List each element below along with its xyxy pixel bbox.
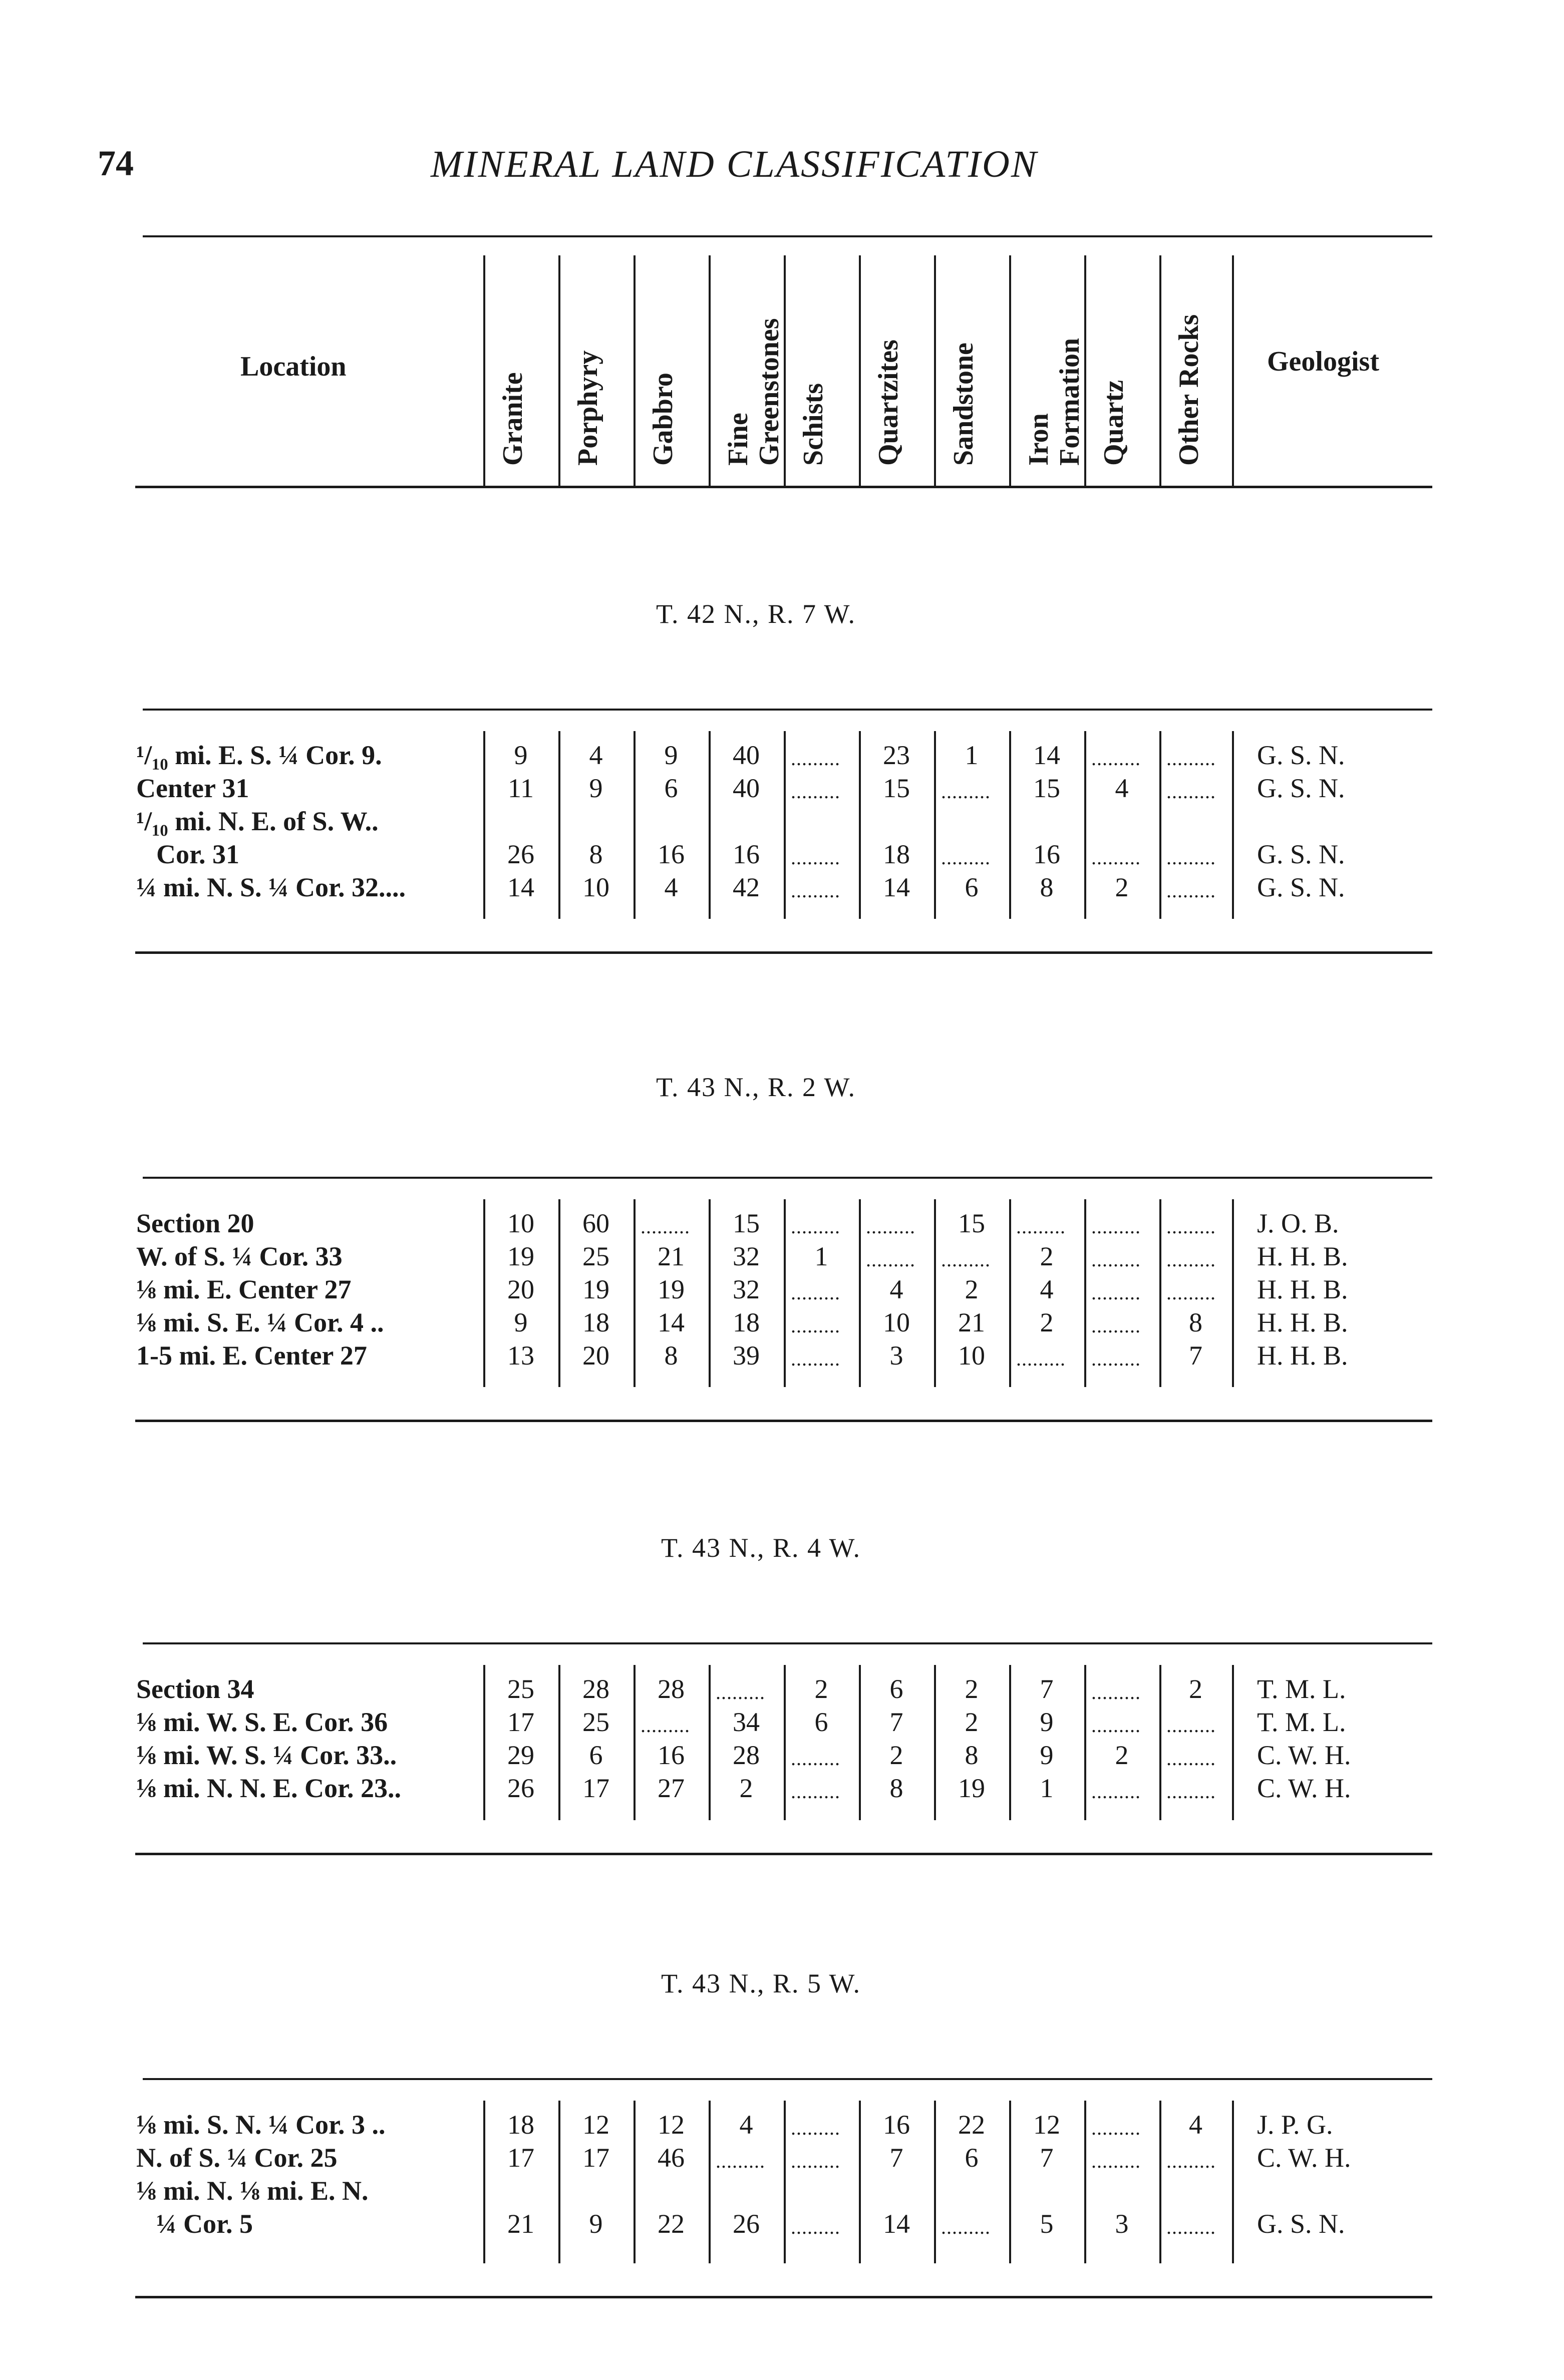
header-label-line: Formation (1054, 337, 1085, 466)
empty-cell-leader: ......... (1166, 1281, 1216, 1304)
header-column-fine-greenstones (723, 250, 785, 466)
value-cell: 15 (1033, 773, 1060, 803)
value-cell: 20 (582, 1340, 609, 1371)
value-cell: 10 (958, 1340, 985, 1371)
header-column-divider (934, 255, 936, 486)
value-cell: 17 (582, 2143, 609, 2173)
header-label-line: Porphyry (572, 350, 603, 466)
table-top-rule (143, 235, 1432, 237)
location-cell: ¼ mi. N. S. ¼ Cor. 32.... (136, 872, 406, 902)
header-label-line: Quartz (1098, 380, 1129, 466)
empty-cell-leader: ......... (1091, 2117, 1141, 2139)
empty-cell-leader: ......... (866, 1215, 915, 1238)
empty-cell-leader: ......... (1091, 846, 1141, 869)
empty-cell-leader: ......... (1091, 1780, 1141, 1803)
value-cell: 19 (582, 1274, 609, 1304)
value-cell: 2 (965, 1707, 979, 1737)
empty-cell-leader: ......... (941, 1248, 991, 1271)
value-cell: 7 (889, 2143, 903, 2173)
running-title: MINERAL LAND CLASSIFICATION (431, 143, 1038, 185)
value-cell: 8 (1040, 872, 1054, 902)
geologist-cell: H. H. B. (1257, 1340, 1348, 1371)
header-column-gabbro (648, 250, 703, 466)
empty-cell-leader: ......... (1016, 1347, 1066, 1370)
value-cell: 10 (582, 872, 609, 902)
column-divider (1232, 2101, 1234, 2263)
header-column-label (873, 339, 904, 466)
column-divider (784, 731, 786, 919)
location-cell: Cor. 31 (156, 839, 240, 869)
header-column-label (1098, 380, 1129, 466)
column-divider (1232, 731, 1234, 919)
page-number: 74 (98, 143, 134, 183)
geologist-cell: J. P. G. (1257, 2110, 1333, 2140)
value-cell: 6 (965, 872, 979, 902)
empty-cell-leader: ......... (1091, 747, 1141, 770)
empty-cell-leader: ......... (716, 1681, 765, 1704)
value-cell: 25 (582, 1241, 609, 1271)
empty-cell-leader: ......... (866, 1248, 915, 1271)
header-column-label (497, 372, 528, 466)
empty-cell-leader: ......... (1016, 1215, 1066, 1238)
empty-cell-leader: ......... (791, 1314, 840, 1337)
geologist-cell: H. H. B. (1257, 1241, 1348, 1271)
value-cell: 19 (958, 1773, 985, 1803)
geologist-cell: T. M. L. (1257, 1707, 1346, 1737)
value-cell: 18 (582, 1307, 609, 1337)
value-cell: 32 (733, 1241, 760, 1271)
column-divider (1159, 731, 1161, 919)
location-cell: ⅛ mi. S. N. ¼ Cor. 3 .. (136, 2110, 386, 2140)
empty-cell-leader: ......... (1091, 1215, 1141, 1238)
empty-cell-leader: ......... (1091, 1248, 1141, 1271)
section-bottom-rule (135, 1853, 1432, 1855)
header-column-label (1173, 314, 1204, 466)
geologist-cell: G. S. N. (1257, 773, 1345, 803)
value-cell: 4 (889, 1274, 903, 1304)
value-cell: 4 (1189, 2110, 1202, 2140)
header-label-line: Sandstone (948, 343, 979, 466)
header-column-divider (558, 255, 560, 486)
header-column-divider (1009, 255, 1011, 486)
location-cell: ⅛ mi. S. E. ¼ Cor. 4 .. (136, 1307, 384, 1337)
geologist-cell: G. S. N. (1257, 872, 1345, 902)
value-cell: 2 (965, 1274, 979, 1304)
value-cell: 28 (658, 1674, 685, 1704)
section-top-rule (143, 1642, 1432, 1644)
section-bottom-rule (135, 951, 1432, 954)
value-cell: 21 (658, 1241, 685, 1271)
column-divider (1232, 1665, 1234, 1820)
section-top-rule (143, 2078, 1432, 2080)
value-cell: 17 (507, 2143, 534, 2173)
location-cell: Section 34 (136, 1674, 254, 1704)
header-geologist: Geologist (1267, 346, 1379, 377)
section-title: T. 42 N., R. 7 W. (656, 599, 856, 629)
empty-cell-leader: ......... (1166, 1714, 1216, 1737)
value-cell: 19 (658, 1274, 685, 1304)
header-column-divider (709, 255, 711, 486)
empty-cell-leader: ......... (1166, 780, 1216, 803)
value-cell: 3 (889, 1340, 903, 1371)
value-cell: 2 (1115, 1740, 1129, 1770)
value-cell: 14 (883, 2209, 910, 2239)
column-divider (784, 1199, 786, 1387)
value-cell: 14 (1033, 740, 1060, 770)
section-top-rule (143, 1177, 1432, 1179)
value-cell: 22 (958, 2110, 985, 2140)
empty-cell-leader: ......... (1166, 1747, 1216, 1770)
empty-cell-leader: ......... (941, 2216, 991, 2238)
value-cell: 17 (507, 1707, 534, 1737)
location-cell: 1-5 mi. E. Center 27 (136, 1340, 367, 1371)
location-cell: ¼ Cor. 5 (156, 2209, 253, 2239)
header-location: Location (240, 351, 347, 382)
value-cell: 8 (965, 1740, 979, 1770)
empty-cell-leader: ......... (1166, 2150, 1216, 2172)
value-cell: 9 (514, 740, 528, 770)
value-cell: 17 (582, 1773, 609, 1803)
value-cell: 16 (1033, 839, 1060, 869)
value-cell: 8 (1189, 1307, 1202, 1337)
value-cell: 2 (965, 1674, 979, 1704)
value-cell: 60 (582, 1208, 609, 1238)
empty-cell-leader: ......... (791, 1747, 840, 1770)
empty-cell-leader: ......... (1166, 1215, 1216, 1238)
empty-cell-leader: ......... (1091, 1714, 1141, 1737)
header-column-granite (497, 250, 552, 466)
empty-cell-leader: ......... (791, 2117, 840, 2139)
header-column-sandstone (948, 250, 1003, 466)
empty-cell-leader: ......... (791, 1780, 840, 1803)
value-cell: 6 (589, 1740, 603, 1770)
value-cell: 28 (582, 1674, 609, 1704)
header-column-schists (798, 250, 853, 466)
value-cell: 6 (664, 773, 678, 803)
value-cell: 1 (965, 740, 979, 770)
empty-cell-leader: ......... (641, 1714, 690, 1737)
header-column-iron-formation (1023, 250, 1085, 466)
value-cell: 12 (582, 2110, 609, 2140)
value-cell: 26 (507, 1773, 534, 1803)
geologist-cell: C. W. H. (1257, 1740, 1351, 1770)
value-cell: 16 (733, 839, 760, 869)
value-cell: 20 (507, 1274, 534, 1304)
empty-cell-leader: ......... (1166, 1248, 1216, 1271)
header-label-line: Greenstones (754, 318, 785, 466)
empty-cell-leader: ......... (791, 879, 840, 902)
location-cell: N. of S. ¼ Cor. 25 (136, 2143, 338, 2173)
value-cell: 2 (814, 1674, 828, 1704)
value-cell: 14 (883, 872, 910, 902)
value-cell: 25 (507, 1674, 534, 1704)
value-cell: 5 (1040, 2209, 1054, 2239)
location-cell: ⅛ mi. N. N. E. Cor. 23.. (136, 1773, 402, 1803)
value-cell: 13 (507, 1340, 534, 1371)
header-column-label (723, 318, 785, 466)
value-cell: 6 (965, 2143, 979, 2173)
value-cell: 1 (814, 1241, 828, 1271)
empty-cell-leader: ......... (791, 1215, 840, 1238)
location-cell: ¹/₁₀ mi. N. E. of S. W.. (136, 806, 379, 836)
header-column-divider (634, 255, 636, 486)
empty-cell-leader: ......... (1166, 846, 1216, 869)
value-cell: 12 (658, 2110, 685, 2140)
value-cell: 8 (889, 1773, 903, 1803)
value-cell: 10 (883, 1307, 910, 1337)
empty-cell-leader: ......... (791, 2216, 840, 2238)
value-cell: 40 (733, 740, 760, 770)
value-cell: 2 (1040, 1241, 1054, 1271)
header-column-label (572, 351, 603, 466)
value-cell: 9 (1040, 1740, 1054, 1770)
value-cell: 14 (507, 872, 534, 902)
value-cell: 21 (507, 2209, 534, 2239)
empty-cell-leader: ......... (791, 2150, 840, 2172)
value-cell: 34 (733, 1707, 760, 1737)
section-title: T. 43 N., R. 2 W. (656, 1072, 856, 1102)
geologist-cell: H. H. B. (1257, 1274, 1348, 1304)
header-column-divider (1232, 255, 1234, 486)
value-cell: 32 (733, 1274, 760, 1304)
empty-cell-leader: ......... (1091, 2150, 1141, 2172)
location-cell: W. of S. ¼ Cor. 33 (136, 1241, 343, 1271)
value-cell: 4 (1115, 773, 1129, 803)
header-label-line: Granite (497, 372, 528, 466)
empty-cell-leader: ......... (791, 747, 840, 770)
value-cell: 39 (733, 1340, 760, 1371)
value-cell: 26 (733, 2209, 760, 2239)
location-cell: Section 20 (136, 1208, 254, 1238)
value-cell: 2 (1040, 1307, 1054, 1337)
value-cell: 7 (889, 1707, 903, 1737)
value-cell: 7 (1040, 2143, 1054, 2173)
location-cell: ⅛ mi. W. S. E. Cor. 36 (136, 1707, 388, 1737)
empty-cell-leader: ......... (641, 1215, 690, 1238)
value-cell: 8 (589, 839, 603, 869)
geologist-cell: C. W. H. (1257, 1773, 1351, 1803)
header-column-label (648, 373, 679, 466)
header-label-line: Fine (723, 413, 754, 466)
value-cell: 15 (883, 773, 910, 803)
geologist-cell: C. W. H. (1257, 2143, 1351, 2173)
column-divider (1232, 1199, 1234, 1387)
location-cell: ⅛ mi. E. Center 27 (136, 1274, 352, 1304)
value-cell: 2 (889, 1740, 903, 1770)
section-top-rule (143, 709, 1432, 711)
value-cell: 21 (958, 1307, 985, 1337)
geologist-cell: G. S. N. (1257, 2209, 1345, 2239)
value-cell: 9 (589, 773, 603, 803)
value-cell: 10 (507, 1208, 534, 1238)
value-cell: 16 (883, 2110, 910, 2140)
value-cell: 2 (1115, 872, 1129, 902)
header-label-line: Other Rocks (1173, 314, 1204, 466)
header-column-divider (859, 255, 861, 486)
geologist-cell: T. M. L. (1257, 1674, 1346, 1704)
value-cell: 1 (1040, 1773, 1054, 1803)
value-cell: 4 (589, 740, 603, 770)
header-column-divider (1159, 255, 1161, 486)
location-cell: ⅛ mi. W. S. ¼ Cor. 33.. (136, 1740, 397, 1770)
value-cell: 9 (664, 740, 678, 770)
value-cell: 2 (739, 1773, 753, 1803)
section-title: T. 43 N., R. 5 W. (661, 1968, 861, 1998)
value-cell: 12 (1033, 2110, 1060, 2140)
empty-cell-leader: ......... (1166, 747, 1216, 770)
value-cell: 40 (733, 773, 760, 803)
empty-cell-leader: ......... (1091, 1347, 1141, 1370)
value-cell: 19 (507, 1241, 534, 1271)
header-column-other-rocks (1173, 250, 1228, 466)
value-cell: 7 (1040, 1674, 1054, 1704)
empty-cell-leader: ......... (791, 1347, 840, 1370)
empty-cell-leader: ......... (1166, 2216, 1216, 2238)
empty-cell-leader: ......... (791, 846, 840, 869)
geologist-cell: H. H. B. (1257, 1307, 1348, 1337)
value-cell: 42 (733, 872, 760, 902)
empty-cell-leader: ......... (941, 846, 991, 869)
header-column-label (798, 383, 829, 466)
section-bottom-rule (135, 2296, 1432, 2298)
value-cell: 4 (1040, 1274, 1054, 1304)
location-cell: Center 31 (136, 773, 249, 803)
value-cell: 14 (658, 1307, 685, 1337)
header-column-label (1023, 338, 1085, 466)
column-divider (1084, 1199, 1086, 1387)
value-cell: 15 (733, 1208, 760, 1238)
value-cell: 27 (658, 1773, 685, 1803)
location-cell: ⅛ mi. N. ⅛ mi. E. N. (136, 2176, 369, 2206)
empty-cell-leader: ......... (791, 1281, 840, 1304)
header-column-quartz (1098, 250, 1153, 466)
value-cell: 22 (658, 2209, 685, 2239)
header-column-label (948, 343, 979, 466)
empty-cell-leader: ......... (941, 780, 991, 803)
location-cell: ¹/₁₀ mi. E. S. ¼ Cor. 9. (136, 740, 382, 770)
empty-cell-leader: ......... (791, 780, 840, 803)
header-label-line: Quartzites (873, 339, 904, 466)
value-cell: 23 (883, 740, 910, 770)
value-cell: 26 (507, 839, 534, 869)
value-cell: 4 (664, 872, 678, 902)
value-cell: 8 (664, 1340, 678, 1371)
value-cell: 18 (883, 839, 910, 869)
geologist-cell: J. O. B. (1257, 1208, 1339, 1238)
value-cell: 16 (658, 1740, 685, 1770)
header-label-line: Schists (798, 383, 829, 466)
value-cell: 6 (889, 1674, 903, 1704)
header-bottom-rule (135, 486, 1432, 488)
header-column-porphyry (572, 250, 628, 466)
value-cell: 4 (739, 2110, 753, 2140)
header-column-divider (483, 255, 485, 486)
value-cell: 2 (1189, 1674, 1202, 1704)
value-cell: 9 (589, 2209, 603, 2239)
empty-cell-leader: ......... (1166, 1780, 1216, 1803)
empty-cell-leader: ......... (716, 2150, 765, 2172)
value-cell: 7 (1189, 1340, 1202, 1371)
value-cell: 29 (507, 1740, 534, 1770)
value-cell: 6 (814, 1707, 828, 1737)
geologist-cell: G. S. N. (1257, 839, 1345, 869)
header-label-line: Iron (1023, 413, 1054, 466)
column-divider (784, 2101, 786, 2263)
value-cell: 25 (582, 1707, 609, 1737)
section-bottom-rule (135, 1420, 1432, 1422)
value-cell: 16 (658, 839, 685, 869)
header-column-quartzites (873, 250, 928, 466)
empty-cell-leader: ......... (1166, 879, 1216, 902)
header-label-line: Gabbro (648, 373, 679, 466)
empty-cell-leader: ......... (1091, 1681, 1141, 1704)
value-cell: 18 (507, 2110, 534, 2140)
value-cell: 18 (733, 1307, 760, 1337)
section-title: T. 43 N., R. 4 W. (661, 1533, 861, 1563)
value-cell: 15 (958, 1208, 985, 1238)
value-cell: 46 (658, 2143, 685, 2173)
value-cell: 28 (733, 1740, 760, 1770)
value-cell: 11 (508, 773, 534, 803)
value-cell: 3 (1115, 2209, 1129, 2239)
value-cell: 9 (1040, 1707, 1054, 1737)
empty-cell-leader: ......... (1091, 1314, 1141, 1337)
empty-cell-leader: ......... (1091, 1281, 1141, 1304)
value-cell: 9 (514, 1307, 528, 1337)
geologist-cell: G. S. N. (1257, 740, 1345, 770)
